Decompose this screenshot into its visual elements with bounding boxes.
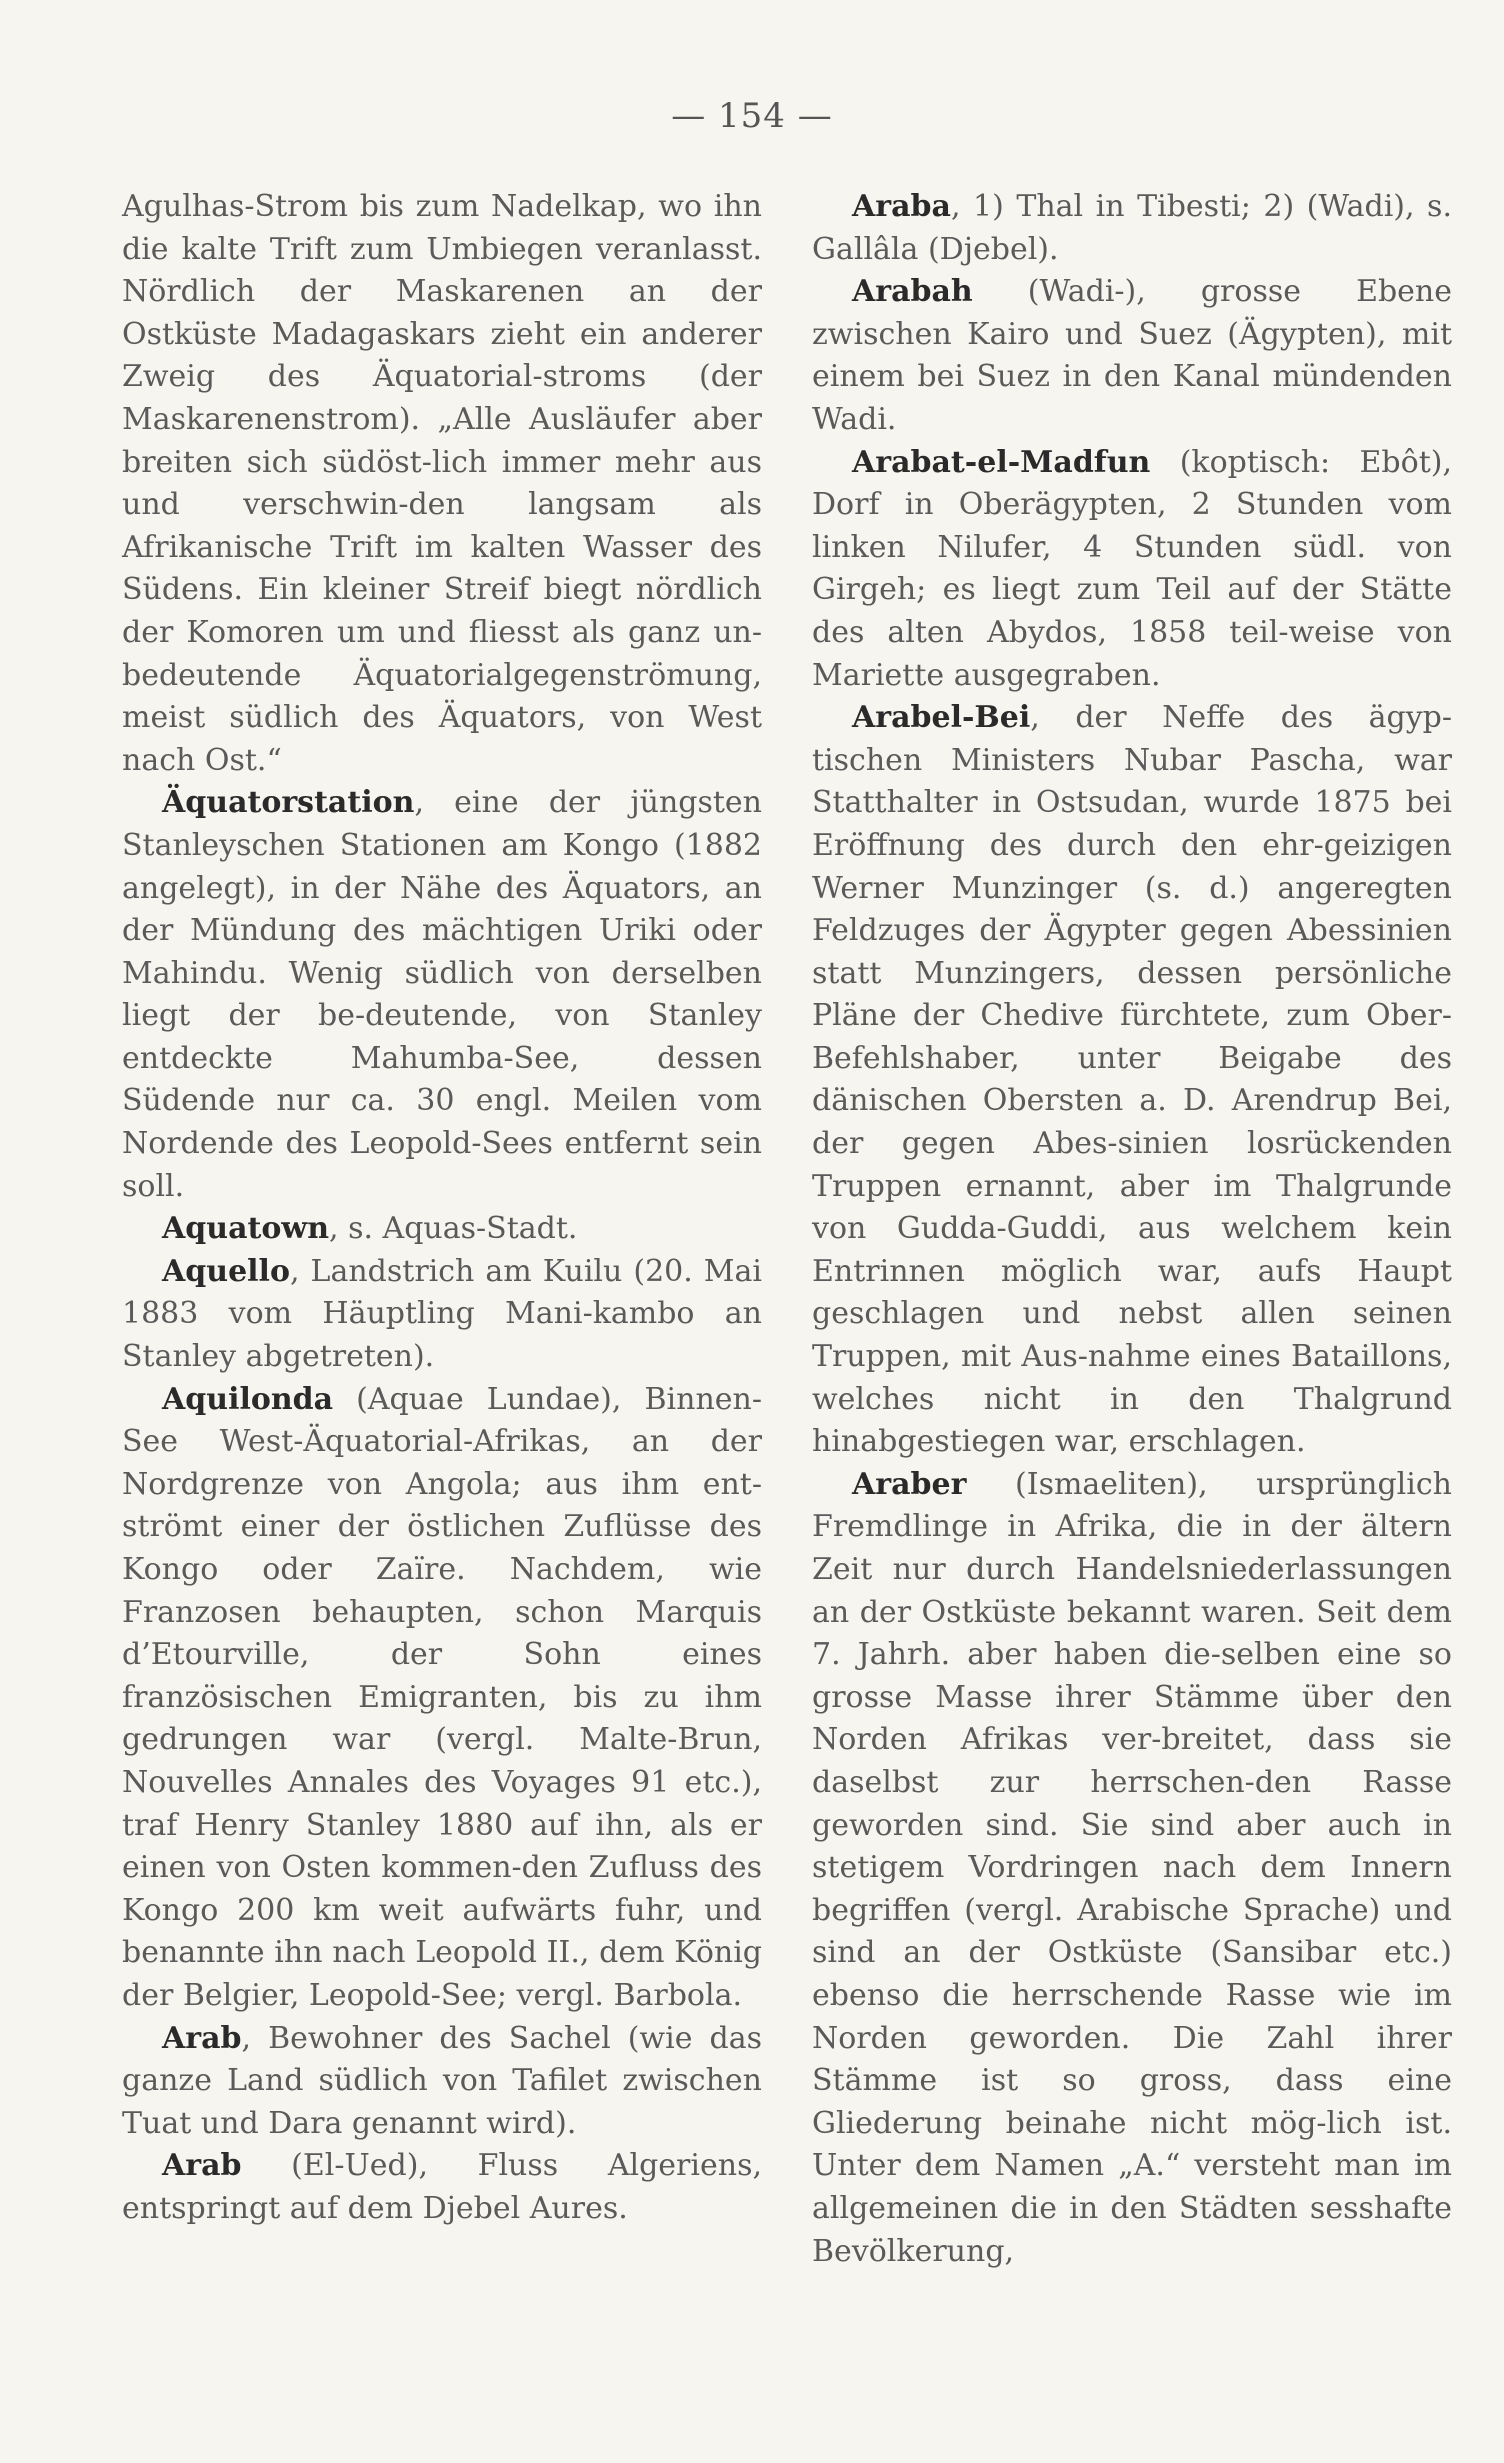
entry-headword: Arabat-el-Madfun [852, 444, 1151, 480]
entry-headword: Araba [852, 189, 951, 224]
entry-text: , Bewohner des Sachel (wie das ganze Land südlich von Tafilet zwischen Tuat und Dara genannt wird). [122, 2020, 762, 2141]
entry-headword: Aquatown [162, 1211, 330, 1247]
entry-text: Agulhas-Strom bis zum Nadelkap, wo ihn die kalte Trift zum Umbiegen veranlasst. Nördlich der Maskarenen an der Ostküste Madagaskars zieht ein anderer Zweig des Äquatorial-stroms (der Maskarenenstrom). „Alle Ausläufer aber breiten sich südöst-lich immer mehr aus und verschwin-den langsam als Afrikanische Trift im kalten Wasser des Südens. Ein kleiner Streif biegt nördlich der Komoren um und fliesst als ganz un-bedeutende Äquatorialgegenströmung, meist südlich des Äquators, von West nach Ost.“ [122, 189, 762, 778]
dictionary-entry [812, 442, 1452, 698]
dictionary-entry [122, 1208, 762, 1251]
entry-headword: Arabah [852, 274, 973, 310]
dictionary-entry [122, 2018, 762, 2146]
entry-text: , der Neffe des ägyp-tischen Ministers Nubar Pascha, war Statthalter in Ostsudan, wurde 1875 bei Eröffnung des durch den ehr-geizigen Werner Munzinger (s. d.) angeregten Feldzuges der Ägypter gegen Abessinien statt Munzingers, dessen persönliche Pläne der Chedive fürchtete, zum Ober-Befehlshaber, unter Beigabe des dänischen Obersten a. D. Arendrup Bei, der gegen Abes-sinien losrückenden Truppen ernannt, aber im Thalgrunde von Gudda-Guddi, aus welchem kein Entrinnen möglich war, aufs Haupt geschlagen und nebst allen seinen Truppen, mit Aus-nahme eines Bataillons, welches nicht in den Thalgrund hinabgestiegen war, erschlagen. [812, 700, 1452, 1460]
entry-headword: Äquatorstation [162, 785, 415, 821]
dictionary-entry [122, 782, 762, 1208]
entry-headword: Arabel-Bei [852, 700, 1031, 736]
entry-text: , 1) Thal in Tibesti; 2) (Wadi), s. Gallâla (Djebel). [812, 189, 1452, 267]
entry-text: , Landstrich am Kuilu (20. Mai 1883 vom Häuptling Mani-kambo an Stanley abgetreten). [122, 1253, 762, 1375]
entry-text: (El-Ued), Fluss Algeriens, entspringt auf dem Djebel Aures. [122, 2148, 762, 2226]
entry-text: (Ismaeliten), ursprünglich Fremdlinge in Afrika, die in der ältern Zeit nur durch Handelsniederlassungen an der Ostküste bekannt waren. Seit dem 7. Jahrh. aber haben die-selben eine so grosse Masse ihrer Stämme über den Norden Afrikas ver-breitet, dass sie daselbst zur herrschen-den Rasse geworden sind. Sie sind aber auch in stetigem Vordringen nach dem Innern begriffen (vergl. Arabische Sprache) und sind an der Ostküste (Sansibar etc.) ebenso die herrschende Rasse wie im Norden geworden. Die Zahl ihrer Stämme ist so gross, dass eine Gliederung beinahe nicht mög-lich ist. Unter dem Namen „A.“ versteht man im allgemeinen die in den Städten sesshafte Bevölkerung, [812, 1466, 1452, 2269]
entry-text: , eine der jüngsten Stanleyschen Stationen am Kongo (1882 angelegt), in der Nähe des Äquators, an der Mündung des mächtigen Uriki oder Mahindu. Wenig südlich von derselben liegt der be-deutende, von Stanley entdeckte Mahumba-See, dessen Südende nur ca. 30 engl. Meilen vom Nordende des Leopold-Sees entfernt sein soll. [122, 785, 762, 1204]
entry-headword: Aquilonda [162, 1381, 334, 1417]
dictionary-entry [812, 186, 1452, 271]
entry-headword: Araber [852, 1466, 967, 1502]
dictionary-entry [812, 271, 1452, 441]
entry-text: (Wadi-), grosse Ebene zwischen Kairo und Suez (Ägypten), mit einem bei Suez in den Kanal mündenden Wadi. [812, 274, 1452, 437]
entry-text: , s. Aquas-Stadt. [329, 1211, 578, 1247]
right-column [812, 186, 1452, 2273]
dictionary-entry [812, 697, 1452, 1464]
dictionary-entry [812, 1464, 1452, 2273]
entry-text: (koptisch: Ebôt), Dorf in Oberägypten, 2 Stunden vom linken Nilufer, 4 Stunden südl. von Girgeh; es liegt zum Teil auf der Stätte des alten Abydos, 1858 teil-weise von Mariette ausgegraben. [812, 444, 1452, 693]
dictionary-entry [122, 1379, 762, 2018]
dictionary-entry [122, 2145, 762, 2230]
page-number: — 154 — [671, 96, 833, 136]
entry-headword: Arab [162, 2020, 242, 2056]
left-column [122, 186, 762, 2231]
dictionary-entry [122, 186, 762, 782]
entry-text: (Aquae Lundae), Binnen-See West-Äquatorial-Afrikas, an der Nordgrenze von Angola; aus ihm ent-strömt einer der östlichen Zuflüsse des Kongo oder Zaïre. Nachdem, wie Franzosen behaupten, schon Marquis d’Etourville, der Sohn eines französischen Emigranten, bis zu ihm gedrungen war (vergl. Malte-Brun, Nouvelles Annales des Voyages 91 etc.), traf Henry Stanley 1880 auf ihn, als er einen von Osten kommen-den Zufluss des Kongo 200 km weit aufwärts fuhr, und benannte ihn nach Leopold II., dem König der Belgier, Leopold-See; vergl. Barbola. [122, 1381, 762, 2013]
entry-headword: Arab [162, 2148, 242, 2184]
dictionary-entry [122, 1251, 762, 1379]
entry-headword: Aquello [162, 1253, 290, 1289]
